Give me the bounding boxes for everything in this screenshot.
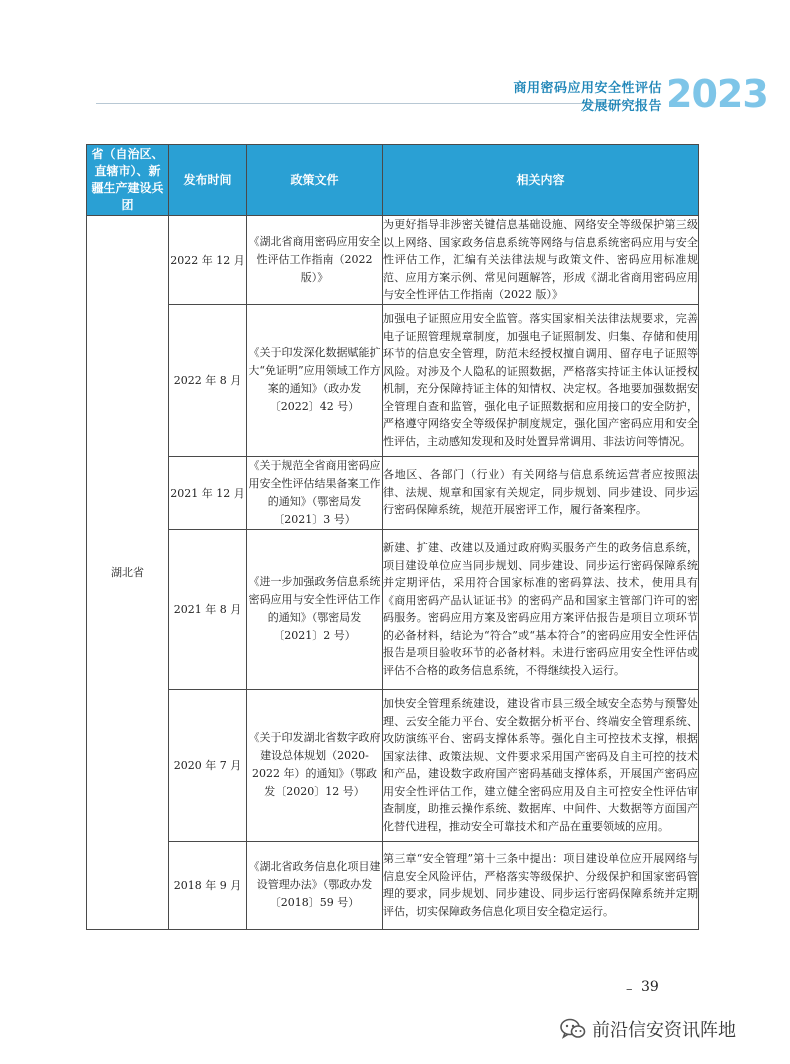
row-content: 新建、扩建、改建以及通过政府购买服务产生的政务信息系统，项目建设单位应当同步规划、同步建设、同步运行密码保障系统并定期评估，采用符合国家标准的密码算法、技术，使用具有《商用密码产品认证证书》的密码产品和国家主管部门许可的密码服务。密码应用方案及密码应用方案评估报告是项目立项环节的必备材料，结论为“符合”或“基本符合”的密码应用安全性评估报告是项目验收环节的必备材料。未进行密码应用安全性评估或评估不合格的政务信息系统，不得继续投入运行。 (383, 529, 699, 689)
header-date: 发布时间 (169, 145, 247, 216)
row-content: 为更好指导非涉密关键信息基础设施、网络安全等级保护第三级以上网络、国家政务信息系统等网络与信息系统密码应用与安全性评估工作，汇编有关法律法规与政策文件、密码应用标准规范、应用方案示例、常见问题解答，形成《湖北省商用密码应用与安全性评估工作指南（2022 版）》 (383, 216, 699, 305)
wechat-watermark (560, 1016, 736, 1042)
report-title-line2: 发展研究报告 (580, 99, 662, 114)
watermark-text: 前沿信安资讯阵地 (592, 1020, 736, 1041)
wechat-icon (560, 1018, 586, 1040)
row-policy: 《关于印发深化数据赋能扩大“免证明”应用领域工作方案的通知》（政办发〔2022〕42 号） (247, 304, 383, 456)
row-content: 加快安全管理系统建设，建设省市县三级全域安全态势与预警处理、云安全能力平台、安全数据分析平台、终端安全管理系统、攻防演练平台、密码支撑体系等。强化自主可控技术支撑，根据国家法律、政策法规、文件要求采用国产密码及自主可控的技术和产品，建设数字政府国产密码基础支撑体系，开展国产密码应用安全性评估工作，建立健全密码应用及自主可控安全性评估审查制度，助推云操作系统、数据库、中间件、大数据等方面国产化替代进程，推动安全可靠技术和产品在重要领域的应用。 (383, 689, 699, 841)
table-row (87, 304, 699, 456)
row-date: 2022 年 12 月 (169, 216, 247, 305)
header-policy: 政策文件 (247, 145, 383, 216)
table-row (87, 841, 699, 929)
row-content: 各地区、各部门（行业）有关网络与信息系统运营者应按照法律、法规、规章和国家有关规定，同步规划、同步建设、同步运行密码保障系统，规范开展密评工作，履行备案程序。 (383, 456, 699, 529)
header-province: 省（自治区、直辖市）、新疆生产建设兵团 (87, 145, 169, 216)
policy-table (86, 144, 699, 930)
row-date: 2021 年 12 月 (169, 456, 247, 529)
page-number-dash: – (626, 982, 633, 997)
row-policy: 《湖北省商用密码应用安全性评估工作指南（2022 版）》 (247, 216, 383, 305)
table-row (87, 216, 699, 305)
header-content: 相关内容 (383, 145, 699, 216)
province-cell: 湖北省 (87, 216, 169, 930)
table-row (87, 689, 699, 841)
table-row (87, 456, 699, 529)
report-title (513, 80, 662, 116)
row-content: 加强电子证照应用安全监管。落实国家相关法律法规要求，完善电子证照管理规章制度，加强电子证照制发、归集、存储和使用环节的信息安全管理，防范未经授权擅自调用、留存电子证照等风险。对涉及个人隐私的证照数据，严格落实持证主体认证授权机制，充分保障持证主体的知情权、决定权。各地要加强数据安全管理自查和监管，强化电子证照数据和应用接口的安全防护，严格遵守网络安全等级保护制度规定，强化国产密码应用和安全性评估，主动感知发现和及时处置异常调用、非法访问等情况。 (383, 304, 699, 456)
row-policy: 《进一步加强政务信息系统密码应用与安全性评估工作的通知》（鄂密局发〔2021〕2 号） (247, 529, 383, 689)
table-row (87, 529, 699, 689)
row-date: 2021 年 8 月 (169, 529, 247, 689)
page-number: 39 (641, 979, 659, 995)
row-date: 2020 年 7 月 (169, 689, 247, 841)
report-title-line1: 商用密码应用安全性评估 (513, 81, 662, 96)
row-policy: 《关于规范全省商用密码应用安全性评估结果备案工作的通知》（鄂密局发〔2021〕3 号） (247, 456, 383, 529)
row-date: 2018 年 9 月 (169, 841, 247, 929)
row-date: 2022 年 8 月 (169, 304, 247, 456)
row-policy: 《关于印发湖北省数字政府建设总体规划（2020-2022 年）的通知》（鄂政发〔2020〕12 号） (247, 689, 383, 841)
row-content: 第三章“安全管理”第十三条中提出：项目建设单位应开展网络与信息安全风险评估，严格落实等级保护、分级保护和国家密码管理的要求，同步规划、同步建设、同步运行密码保障系统并定期评估，切实保障政务信息化项目安全稳定运行。 (383, 841, 699, 929)
table-header-row (87, 145, 699, 216)
report-year: 2023 (666, 72, 768, 116)
row-policy: 《湖北省政务信息化项目建设管理办法》（鄂政办发〔2018〕59 号） (247, 841, 383, 929)
